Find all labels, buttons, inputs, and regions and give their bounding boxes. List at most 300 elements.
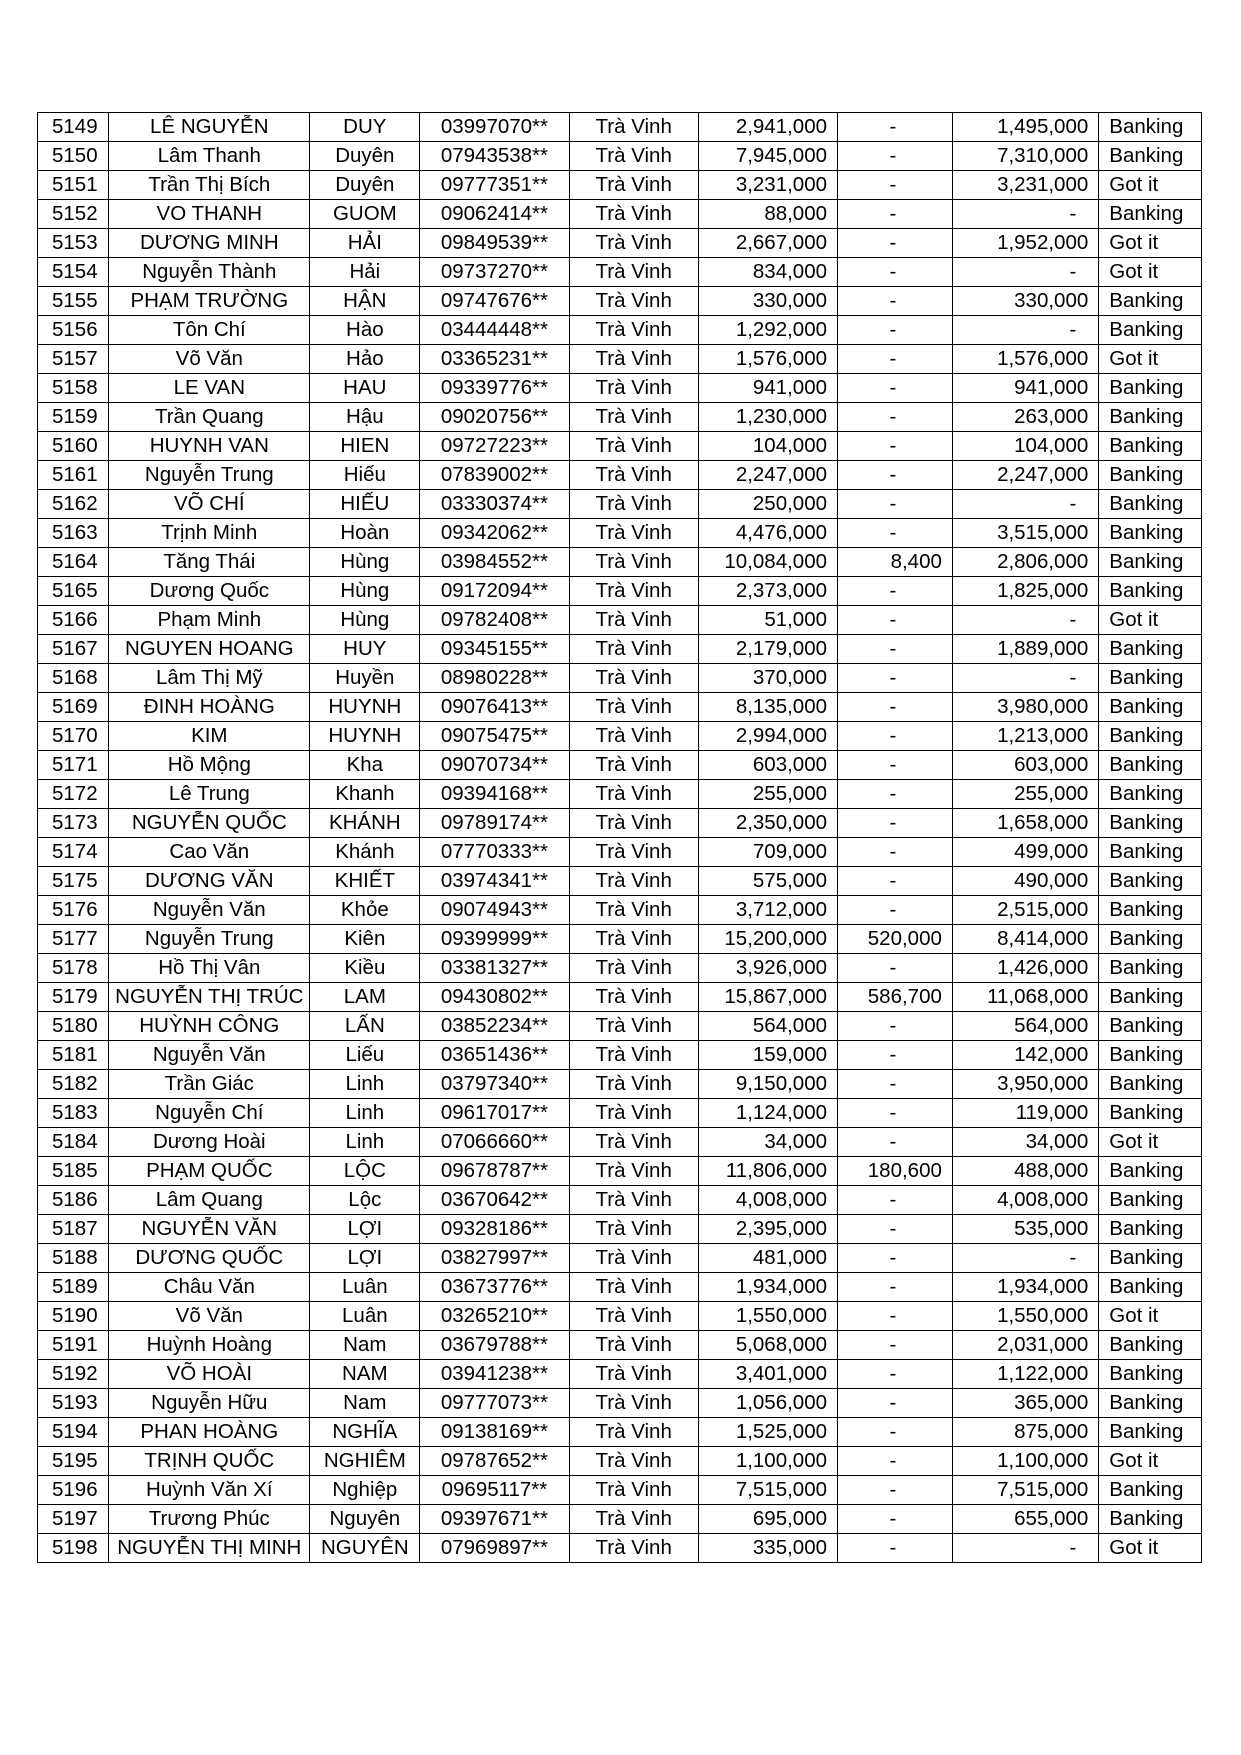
row-number-cell: 5183 (38, 1099, 109, 1128)
received-cell: 2,806,000 (952, 548, 1098, 577)
table-row (38, 1157, 1202, 1186)
row-number-cell: 5149 (38, 113, 109, 142)
deduction-cell: - (838, 809, 953, 838)
table-row (38, 142, 1202, 171)
received-cell: 365,000 (952, 1389, 1098, 1418)
phone-cell: 09782408** (420, 606, 569, 635)
last-middle-name-cell: Hồ Thị Vân (109, 954, 310, 983)
table-row (38, 1505, 1202, 1534)
deduction-cell: - (838, 171, 953, 200)
row-number-cell: 5197 (38, 1505, 109, 1534)
row-number-cell: 5162 (38, 490, 109, 519)
phone-cell: 09787652** (420, 1447, 569, 1476)
received-cell: - (952, 316, 1098, 345)
amount-cell: 2,395,000 (698, 1215, 837, 1244)
first-name-cell: Hiếu (310, 461, 420, 490)
phone-cell: 03265210** (420, 1302, 569, 1331)
amount-cell: 2,247,000 (698, 461, 837, 490)
province-cell: Trà Vinh (569, 1215, 698, 1244)
payment-method-cell: Banking (1099, 925, 1202, 954)
payment-method-cell: Banking (1099, 1389, 1202, 1418)
table-row (38, 490, 1202, 519)
received-cell: 1,495,000 (952, 113, 1098, 142)
first-name-cell: Liếu (310, 1041, 420, 1070)
payment-method-cell: Banking (1099, 1012, 1202, 1041)
deduction-cell: - (838, 519, 953, 548)
row-number-cell: 5189 (38, 1273, 109, 1302)
table-row (38, 1360, 1202, 1389)
received-cell: 2,247,000 (952, 461, 1098, 490)
last-middle-name-cell: PHAN HOÀNG (109, 1418, 310, 1447)
table-row (38, 751, 1202, 780)
amount-cell: 1,525,000 (698, 1418, 837, 1447)
row-number-cell: 5192 (38, 1360, 109, 1389)
first-name-cell: Hoàn (310, 519, 420, 548)
province-cell: Trà Vinh (569, 1157, 698, 1186)
province-cell: Trà Vinh (569, 954, 698, 983)
deduction-cell: - (838, 1302, 953, 1331)
last-middle-name-cell: NGUYỄN QUỐC (109, 809, 310, 838)
province-cell: Trà Vinh (569, 838, 698, 867)
phone-cell: 09617017** (420, 1099, 569, 1128)
payment-method-cell: Got it (1099, 1534, 1202, 1563)
last-middle-name-cell: Tăng Thái (109, 548, 310, 577)
province-cell: Trà Vinh (569, 171, 698, 200)
deduction-cell: - (838, 1273, 953, 1302)
row-number-cell: 5166 (38, 606, 109, 635)
first-name-cell: HẢI (310, 229, 420, 258)
payment-method-cell: Banking (1099, 287, 1202, 316)
row-number-cell: 5169 (38, 693, 109, 722)
received-cell: 488,000 (952, 1157, 1098, 1186)
row-number-cell: 5156 (38, 316, 109, 345)
received-cell: 1,576,000 (952, 345, 1098, 374)
first-name-cell: HẬN (310, 287, 420, 316)
payment-method-cell: Got it (1099, 606, 1202, 635)
phone-cell: 03651436** (420, 1041, 569, 1070)
province-cell: Trà Vinh (569, 113, 698, 142)
payment-method-cell: Banking (1099, 1099, 1202, 1128)
amount-cell: 2,994,000 (698, 722, 837, 751)
amount-cell: 564,000 (698, 1012, 837, 1041)
province-cell: Trà Vinh (569, 780, 698, 809)
first-name-cell: Duyên (310, 171, 420, 200)
phone-cell: 09430802** (420, 983, 569, 1012)
amount-cell: 3,231,000 (698, 171, 837, 200)
deduction-cell: - (838, 1244, 953, 1273)
first-name-cell: Hào (310, 316, 420, 345)
payment-method-cell: Banking (1099, 1505, 1202, 1534)
phone-cell: 03797340** (420, 1070, 569, 1099)
row-number-cell: 5159 (38, 403, 109, 432)
phone-cell: 08980228** (420, 664, 569, 693)
province-cell: Trà Vinh (569, 1099, 698, 1128)
province-cell: Trà Vinh (569, 1447, 698, 1476)
deduction-cell: - (838, 838, 953, 867)
province-cell: Trà Vinh (569, 200, 698, 229)
row-number-cell: 5153 (38, 229, 109, 258)
last-middle-name-cell: Nguyễn Trung (109, 925, 310, 954)
deduction-cell: - (838, 780, 953, 809)
province-cell: Trà Vinh (569, 1273, 698, 1302)
row-number-cell: 5180 (38, 1012, 109, 1041)
province-cell: Trà Vinh (569, 345, 698, 374)
last-middle-name-cell: Võ Văn (109, 1302, 310, 1331)
received-cell: 535,000 (952, 1215, 1098, 1244)
table-row (38, 1331, 1202, 1360)
received-cell: 603,000 (952, 751, 1098, 780)
received-cell: 1,658,000 (952, 809, 1098, 838)
deduction-cell: - (838, 432, 953, 461)
province-cell: Trà Vinh (569, 1041, 698, 1070)
province-cell: Trà Vinh (569, 1186, 698, 1215)
received-cell: 4,008,000 (952, 1186, 1098, 1215)
last-middle-name-cell: NGUYEN HOANG (109, 635, 310, 664)
row-number-cell: 5163 (38, 519, 109, 548)
row-number-cell: 5174 (38, 838, 109, 867)
row-number-cell: 5155 (38, 287, 109, 316)
row-number-cell: 5152 (38, 200, 109, 229)
deduction-cell: - (838, 606, 953, 635)
table-row (38, 1273, 1202, 1302)
deduction-cell: - (838, 490, 953, 519)
last-middle-name-cell: DƯƠNG MINH (109, 229, 310, 258)
phone-cell: 09075475** (420, 722, 569, 751)
last-middle-name-cell: Trịnh Minh (109, 519, 310, 548)
table-row (38, 693, 1202, 722)
amount-cell: 575,000 (698, 867, 837, 896)
phone-cell: 09172094** (420, 577, 569, 606)
payment-method-cell: Got it (1099, 1128, 1202, 1157)
deduction-cell: - (838, 1215, 953, 1244)
amount-cell: 88,000 (698, 200, 837, 229)
amount-cell: 603,000 (698, 751, 837, 780)
phone-cell: 09777351** (420, 171, 569, 200)
payment-method-cell: Banking (1099, 751, 1202, 780)
received-cell: 11,068,000 (952, 983, 1098, 1012)
payment-method-cell: Banking (1099, 113, 1202, 142)
table-row (38, 925, 1202, 954)
deduction-cell: - (838, 1128, 953, 1157)
table-row (38, 316, 1202, 345)
last-middle-name-cell: Nguyễn Văn (109, 1041, 310, 1070)
last-middle-name-cell: NGUYỄN VĂN (109, 1215, 310, 1244)
amount-cell: 1,550,000 (698, 1302, 837, 1331)
row-number-cell: 5179 (38, 983, 109, 1012)
table-row (38, 1215, 1202, 1244)
row-number-cell: 5165 (38, 577, 109, 606)
phone-cell: 09062414** (420, 200, 569, 229)
province-cell: Trà Vinh (569, 722, 698, 751)
row-number-cell: 5185 (38, 1157, 109, 1186)
table-row (38, 722, 1202, 751)
table-row (38, 461, 1202, 490)
table-row (38, 548, 1202, 577)
payment-method-cell: Banking (1099, 664, 1202, 693)
row-number-cell: 5182 (38, 1070, 109, 1099)
first-name-cell: Nam (310, 1389, 420, 1418)
payment-method-cell: Banking (1099, 722, 1202, 751)
first-name-cell: Khanh (310, 780, 420, 809)
deduction-cell: - (838, 1099, 953, 1128)
first-name-cell: HAU (310, 374, 420, 403)
deduction-cell: - (838, 693, 953, 722)
row-number-cell: 5191 (38, 1331, 109, 1360)
amount-cell: 709,000 (698, 838, 837, 867)
first-name-cell: Kiên (310, 925, 420, 954)
table-row (38, 606, 1202, 635)
amount-cell: 695,000 (698, 1505, 837, 1534)
table-row (38, 287, 1202, 316)
payment-method-cell: Banking (1099, 635, 1202, 664)
payment-method-cell: Got it (1099, 258, 1202, 287)
deduction-cell: - (838, 258, 953, 287)
amount-cell: 1,292,000 (698, 316, 837, 345)
first-name-cell: LỢI (310, 1215, 420, 1244)
payment-method-cell: Banking (1099, 896, 1202, 925)
received-cell: 2,515,000 (952, 896, 1098, 925)
received-cell: - (952, 258, 1098, 287)
amount-cell: 2,350,000 (698, 809, 837, 838)
last-middle-name-cell: Trần Giác (109, 1070, 310, 1099)
received-cell: - (952, 200, 1098, 229)
phone-cell: 09737270** (420, 258, 569, 287)
row-number-cell: 5196 (38, 1476, 109, 1505)
amount-cell: 2,373,000 (698, 577, 837, 606)
last-middle-name-cell: Nguyễn Văn (109, 896, 310, 925)
last-middle-name-cell: Dương Hoài (109, 1128, 310, 1157)
deduction-cell: 520,000 (838, 925, 953, 954)
deduction-cell: - (838, 1041, 953, 1070)
first-name-cell: Lộc (310, 1186, 420, 1215)
received-cell: 1,122,000 (952, 1360, 1098, 1389)
deduction-cell: - (838, 577, 953, 606)
first-name-cell: Hậu (310, 403, 420, 432)
last-middle-name-cell: Lâm Thanh (109, 142, 310, 171)
province-cell: Trà Vinh (569, 548, 698, 577)
amount-cell: 51,000 (698, 606, 837, 635)
last-middle-name-cell: NGUYỄN THỊ TRÚC (109, 983, 310, 1012)
payment-method-cell: Banking (1099, 1273, 1202, 1302)
phone-cell: 07770333** (420, 838, 569, 867)
first-name-cell: HUYNH (310, 722, 420, 751)
amount-cell: 15,200,000 (698, 925, 837, 954)
table-row (38, 867, 1202, 896)
phone-cell: 09777073** (420, 1389, 569, 1418)
amount-cell: 3,712,000 (698, 896, 837, 925)
last-middle-name-cell: PHẠM TRƯỜNG (109, 287, 310, 316)
row-number-cell: 5193 (38, 1389, 109, 1418)
last-middle-name-cell: Trần Thị Bích (109, 171, 310, 200)
first-name-cell: Nam (310, 1331, 420, 1360)
payment-method-cell: Banking (1099, 1360, 1202, 1389)
deduction-cell: - (838, 316, 953, 345)
last-middle-name-cell: HUỲNH CÔNG (109, 1012, 310, 1041)
last-middle-name-cell: Trương Phúc (109, 1505, 310, 1534)
province-cell: Trà Vinh (569, 1505, 698, 1534)
row-number-cell: 5178 (38, 954, 109, 983)
payment-method-cell: Banking (1099, 983, 1202, 1012)
payment-method-cell: Got it (1099, 1302, 1202, 1331)
row-number-cell: 5198 (38, 1534, 109, 1563)
amount-cell: 370,000 (698, 664, 837, 693)
row-number-cell: 5151 (38, 171, 109, 200)
payment-method-cell: Got it (1099, 229, 1202, 258)
first-name-cell: Nghiệp (310, 1476, 420, 1505)
amount-cell: 104,000 (698, 432, 837, 461)
amount-cell: 1,100,000 (698, 1447, 837, 1476)
deduction-cell: - (838, 1070, 953, 1099)
province-cell: Trà Vinh (569, 1389, 698, 1418)
payment-method-cell: Banking (1099, 1244, 1202, 1273)
deduction-cell: - (838, 1012, 953, 1041)
payment-method-cell: Banking (1099, 693, 1202, 722)
row-number-cell: 5188 (38, 1244, 109, 1273)
deduction-cell: - (838, 403, 953, 432)
received-cell: 330,000 (952, 287, 1098, 316)
phone-cell: 09020756** (420, 403, 569, 432)
province-cell: Trà Vinh (569, 316, 698, 345)
deduction-cell: - (838, 1447, 953, 1476)
payment-method-cell: Banking (1099, 1476, 1202, 1505)
phone-cell: 09727223** (420, 432, 569, 461)
last-middle-name-cell: Phạm Minh (109, 606, 310, 635)
phone-cell: 07943538** (420, 142, 569, 171)
deduction-cell: - (838, 1360, 953, 1389)
first-name-cell: NAM (310, 1360, 420, 1389)
table-row (38, 345, 1202, 374)
phone-cell: 03679788** (420, 1331, 569, 1360)
received-cell: 263,000 (952, 403, 1098, 432)
amount-cell: 9,150,000 (698, 1070, 837, 1099)
province-cell: Trà Vinh (569, 490, 698, 519)
row-number-cell: 5177 (38, 925, 109, 954)
received-cell: 1,426,000 (952, 954, 1098, 983)
amount-cell: 8,135,000 (698, 693, 837, 722)
deduction-cell: - (838, 142, 953, 171)
table-row (38, 1476, 1202, 1505)
phone-cell: 09789174** (420, 809, 569, 838)
first-name-cell: NGHIÊM (310, 1447, 420, 1476)
first-name-cell: GUOM (310, 200, 420, 229)
first-name-cell: LAM (310, 983, 420, 1012)
phone-cell: 03827997** (420, 1244, 569, 1273)
province-cell: Trà Vinh (569, 867, 698, 896)
received-cell: - (952, 1244, 1098, 1273)
phone-cell: 09849539** (420, 229, 569, 258)
province-cell: Trà Vinh (569, 809, 698, 838)
first-name-cell: LẤN (310, 1012, 420, 1041)
table-row (38, 635, 1202, 664)
phone-cell: 09328186** (420, 1215, 569, 1244)
payment-method-cell: Banking (1099, 316, 1202, 345)
amount-cell: 335,000 (698, 1534, 837, 1563)
received-cell: 255,000 (952, 780, 1098, 809)
received-cell: 655,000 (952, 1505, 1098, 1534)
province-cell: Trà Vinh (569, 142, 698, 171)
first-name-cell: Nguyên (310, 1505, 420, 1534)
row-number-cell: 5158 (38, 374, 109, 403)
first-name-cell: LỘC (310, 1157, 420, 1186)
province-cell: Trà Vinh (569, 1302, 698, 1331)
table-row (38, 577, 1202, 606)
phone-cell: 09747676** (420, 287, 569, 316)
table-row (38, 1244, 1202, 1273)
received-cell: - (952, 606, 1098, 635)
table-row (38, 403, 1202, 432)
payment-method-cell: Got it (1099, 345, 1202, 374)
data-table (37, 112, 1202, 1563)
deduction-cell: - (838, 722, 953, 751)
table-row (38, 200, 1202, 229)
row-number-cell: 5154 (38, 258, 109, 287)
row-number-cell: 5168 (38, 664, 109, 693)
first-name-cell: Luân (310, 1302, 420, 1331)
deduction-cell: 586,700 (838, 983, 953, 1012)
received-cell: 1,100,000 (952, 1447, 1098, 1476)
row-number-cell: 5167 (38, 635, 109, 664)
received-cell: 1,934,000 (952, 1273, 1098, 1302)
phone-cell: 09339776** (420, 374, 569, 403)
province-cell: Trà Vinh (569, 1418, 698, 1447)
first-name-cell: Kha (310, 751, 420, 780)
province-cell: Trà Vinh (569, 1331, 698, 1360)
phone-cell: 03365231** (420, 345, 569, 374)
row-number-cell: 5150 (38, 142, 109, 171)
payment-method-cell: Got it (1099, 1447, 1202, 1476)
table-row (38, 1534, 1202, 1563)
row-number-cell: 5176 (38, 896, 109, 925)
last-middle-name-cell: Hồ Mộng (109, 751, 310, 780)
phone-cell: 03330374** (420, 490, 569, 519)
amount-cell: 1,934,000 (698, 1273, 837, 1302)
table-row (38, 896, 1202, 925)
last-middle-name-cell: Dương Quốc (109, 577, 310, 606)
amount-cell: 2,179,000 (698, 635, 837, 664)
table-row (38, 1447, 1202, 1476)
payment-method-cell: Banking (1099, 200, 1202, 229)
payment-method-cell: Banking (1099, 490, 1202, 519)
row-number-cell: 5170 (38, 722, 109, 751)
phone-cell: 03997070** (420, 113, 569, 142)
phone-cell: 09076413** (420, 693, 569, 722)
amount-cell: 5,068,000 (698, 1331, 837, 1360)
deduction-cell: - (838, 664, 953, 693)
row-number-cell: 5186 (38, 1186, 109, 1215)
province-cell: Trà Vinh (569, 1070, 698, 1099)
table-row (38, 229, 1202, 258)
amount-cell: 1,124,000 (698, 1099, 837, 1128)
amount-cell: 4,476,000 (698, 519, 837, 548)
first-name-cell: HUY (310, 635, 420, 664)
province-cell: Trà Vinh (569, 606, 698, 635)
payment-method-cell: Banking (1099, 1331, 1202, 1360)
received-cell: 499,000 (952, 838, 1098, 867)
amount-cell: 7,945,000 (698, 142, 837, 171)
first-name-cell: Hùng (310, 606, 420, 635)
payment-method-cell: Banking (1099, 548, 1202, 577)
payment-method-cell: Banking (1099, 519, 1202, 548)
received-cell: 3,515,000 (952, 519, 1098, 548)
first-name-cell: HIẾU (310, 490, 420, 519)
last-middle-name-cell: Huỳnh Văn Xí (109, 1476, 310, 1505)
province-cell: Trà Vinh (569, 403, 698, 432)
received-cell: - (952, 1534, 1098, 1563)
table-row (38, 780, 1202, 809)
received-cell: 1,952,000 (952, 229, 1098, 258)
first-name-cell: Linh (310, 1099, 420, 1128)
deduction-cell: - (838, 200, 953, 229)
